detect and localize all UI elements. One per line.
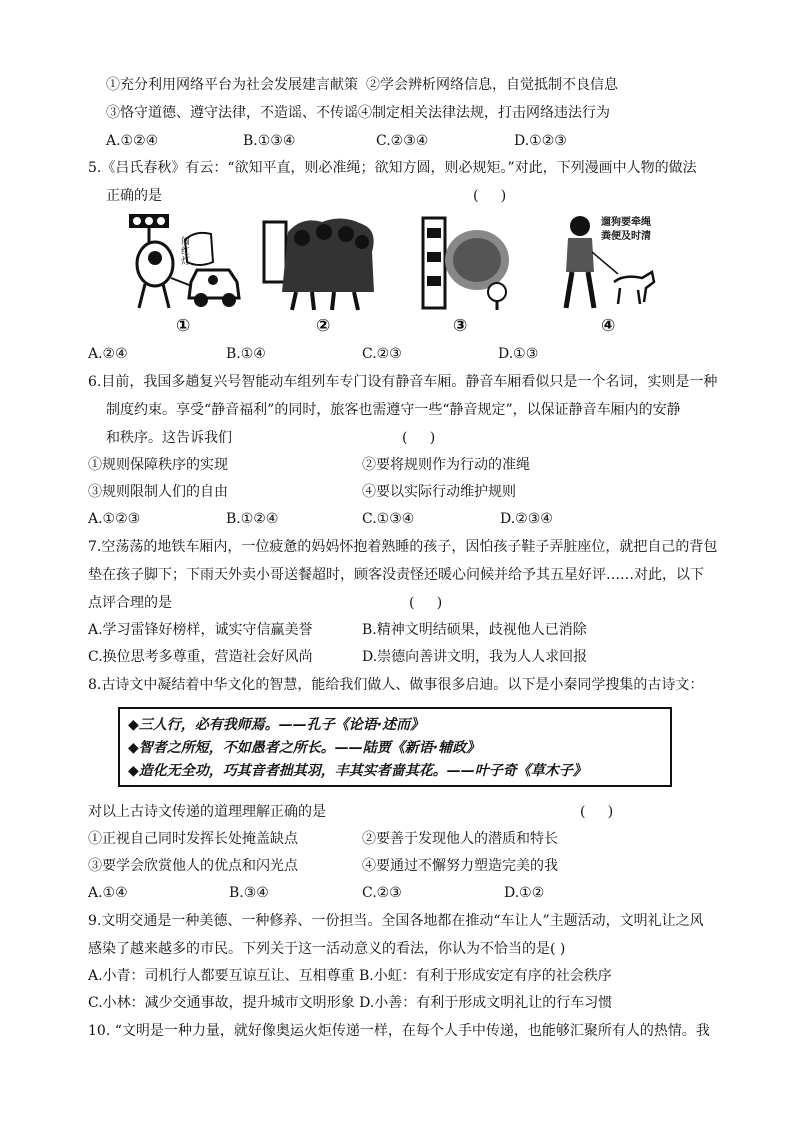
q8-quote-2: ◆智者之所短，不如愚者之所长。——陆贾《新语·辅政》 [128, 740, 481, 756]
comic-1-label: ① [176, 316, 191, 336]
q8-option-1: ①正视自己同时发挥长处掩盖缺点 [88, 831, 298, 847]
q4-option-3: ③恪守道德、遵守法律，不造谣、不传谣 [106, 105, 358, 121]
q5-choice-d: D.①③ [498, 346, 539, 362]
q8-stem-line-1: 8.古诗文中凝结着中华文化的智慧，能给我们做人、做事很多启迪。以下是小秦同学搜集的古诗文： [88, 677, 704, 693]
comic-4-man-body [566, 238, 594, 272]
q4-choice-a: A.①②④ [106, 133, 159, 149]
q8-option-3: ③要学会欣赏他人的优点和闪光点 [88, 858, 298, 874]
q5-choice-c: C.②③ [362, 346, 402, 362]
q5-choice-a: A.②④ [88, 346, 128, 362]
q7-option-d: D.崇德向善讲文明，我为人人求回报 [362, 649, 588, 665]
q7-stem-line-3: 点评合理的是 [88, 595, 172, 611]
q7-option-b: B.精神文明结硕果，歧视他人已消除 [362, 622, 587, 638]
comic-4-sign-line-1: 遛狗要牵绳 [601, 217, 651, 228]
q8-quote-1: ◆三人行，必有我师焉。——孔子《论语·述而》 [128, 717, 425, 733]
comic-4-man-head [570, 216, 590, 236]
q6-stem-line-1: 6.目前，我国多趟复兴号智能动车组列车专门设有静音车厢。静音车厢看似只是一个名词，实则是一种 [88, 374, 718, 390]
q5-answer-blank: ( ) [473, 188, 507, 204]
q8-choice-a: A.①④ [88, 885, 128, 901]
q10-stem-line-1: 10. “文明是一种力量，就好像奥运火炬传递一样，在每个人手中传递，也能够汇聚所有人的热情。我 [88, 1023, 710, 1039]
q9-options-ab: A.小青：司机行人都要互谅互让、互相尊重 B.小虹：有利于形成安定有序的社会秩序 [88, 968, 612, 984]
q6-choice-c: C.①③④ [362, 511, 415, 527]
q8-option-2: ②要善于发现他人的潜质和特长 [362, 831, 558, 847]
q9-stem-line-1: 9.文明交通是一种美德、一种修养、一份担当。全国各地都在推动“车让人”主题活动，文明礼让之风 [88, 913, 704, 929]
q8-option-4: ④要通过不懈努力塑造完美的我 [362, 858, 558, 874]
q4-option-1: ①充分利用网络平台为社会发展建言献策 [106, 77, 358, 93]
q6-answer-blank: ( ) [402, 430, 436, 446]
q8-choice-c: C.②③ [362, 885, 402, 901]
q6-choice-a: A.①②③ [88, 511, 141, 527]
q8-quote-box [118, 707, 672, 787]
comic-4-sign-line-2: 粪便及时清 [601, 231, 651, 242]
q9-options-cd: C.小林：减少交通事故，提升城市文明形象 D.小善：有利于形成文明礼让的行车习惯 [88, 995, 613, 1011]
comic-4-label: ④ [601, 316, 616, 336]
q5-choice-b: B.①④ [226, 346, 266, 362]
q6-option-1: ①规则保障秩序的实现 [88, 457, 228, 473]
q4-choice-b: B.①③④ [243, 133, 296, 149]
q4-choice-c: C.②③④ [376, 133, 429, 149]
q6-option-3: ③规则限制人们的自由 [88, 484, 228, 500]
q7-stem-line-1: 7.空荡荡的地铁车厢内，一位疲惫的妈妈怀抱着熟睡的孩子，因怕孩子鞋子弄脏座位，就把自己的背包 [88, 539, 718, 555]
q8-quote-3: ◆造化无全功，巧其音者拙其羽，丰其实者啬其花。——叶子奇《草木子》 [128, 763, 587, 779]
q8-stem-line-2: 对以上古诗文传递的道理理解正确的是 [88, 804, 326, 820]
q4-option-2: ②学会辨析网络信息，自觉抵制不良信息 [366, 77, 618, 93]
comic-4-dog [614, 272, 654, 304]
comic-3-image [421, 212, 513, 312]
q7-answer-blank: ( ) [409, 595, 443, 611]
q6-stem-line-3: 和秩序。这告诉我们 [106, 430, 232, 446]
q4-choice-d: D.①②③ [514, 133, 567, 149]
q6-stem-line-2: 制度约束。享受“静音福利”的同时，旅客也需遵守一些“静音规定”，以保证静音车厢内的安静 [106, 402, 681, 418]
q8-answer-blank: ( ) [580, 804, 614, 820]
comic-4-leash [592, 252, 618, 274]
q4-option-4: ④制定相关法律法规，打击网络违法行为 [358, 105, 610, 121]
comic-2-image [262, 212, 382, 312]
q6-choice-b: B.①②④ [226, 511, 279, 527]
q8-choice-b: B.③④ [229, 885, 269, 901]
q6-choice-d: D.②③④ [500, 511, 553, 527]
q5-stem-line-2: 正确的是 [106, 188, 162, 204]
q9-stem-line-2: 感染了越来越多的市民。下列关于这一活动意义的看法，你认为不恰当的是( ) [88, 941, 566, 957]
q6-option-2: ②要将规则作为行动的准绳 [362, 457, 530, 473]
q6-option-4: ④要以实际行动维护规则 [362, 484, 516, 500]
comic-3-label: ③ [453, 316, 468, 336]
q7-option-a: A.学习雷锋好榜样，诚实守信赢美誉 [88, 622, 313, 638]
q8-choice-d: D.①② [504, 885, 545, 901]
q7-option-c: C.换位思考多尊重，营造社会好风尚 [88, 649, 313, 665]
comic-1-sign-text: 闯红灯 [181, 237, 191, 267]
q7-stem-line-2: 垫在孩子脚下；下雨天外卖小哥送餐超时，顾客没责怪还暖心问候并给予其五星好评……对此，以下 [88, 567, 704, 583]
q5-stem-line-1: 5.《吕氏春秋》有云：“欲知平直，则必准绳；欲知方圆，则必规矩。”对此，下列漫画中人物的做法 [88, 160, 697, 176]
comic-3-figure [488, 283, 506, 301]
comic-2-doorway [264, 222, 286, 282]
comic-2-label: ② [316, 316, 331, 336]
